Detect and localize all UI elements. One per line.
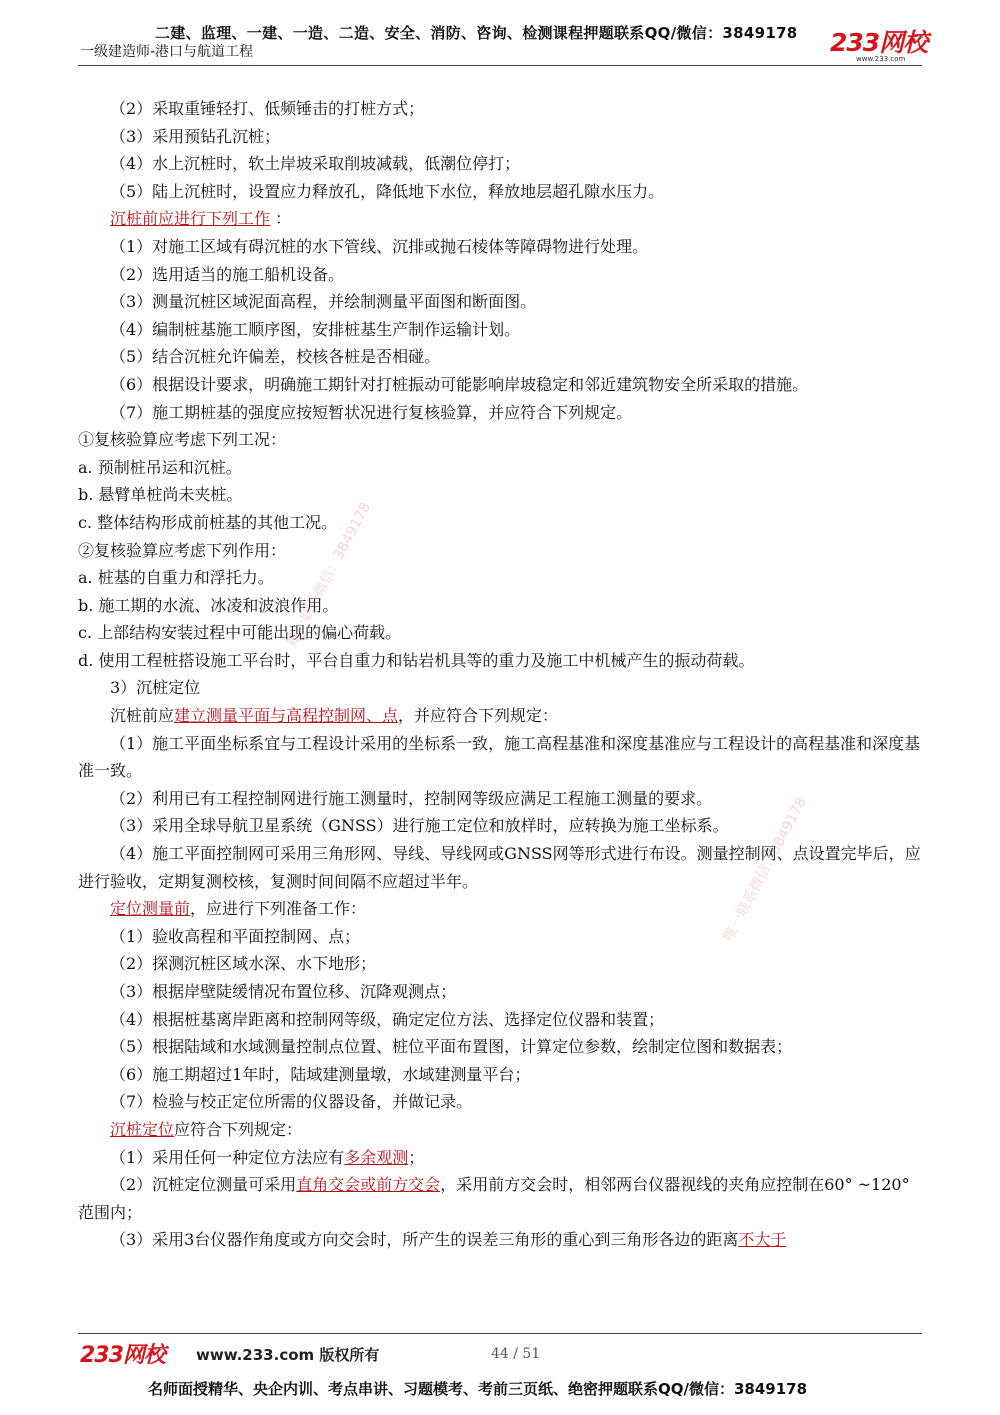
paragraph-line	[78, 1171, 924, 1226]
list-item: b. 悬臂单桩尚未夹桩。	[78, 485, 243, 505]
text-run: 沉桩前应	[110, 706, 175, 726]
watermark: 唯一联系微信：3849178	[720, 794, 811, 944]
list-item: a. 桩基的自重力和浮托力。	[78, 568, 274, 588]
logo-text: 233网校	[830, 28, 928, 57]
section-heading	[78, 205, 924, 233]
paragraph-line: （3）采用预钻孔沉桩；	[110, 126, 281, 146]
page-number: 44 / 51	[491, 1346, 541, 1362]
paragraph-line	[78, 1144, 924, 1172]
highlight-text: 直角交会或前方交会	[296, 1175, 441, 1195]
text-run: ，并应符合下列规定：	[398, 706, 559, 726]
text-run: （1）采用任何一种定位方法应有	[110, 1147, 345, 1167]
list-item: c. 上部结构安装过程中可能出现的偏心荷载。	[78, 623, 402, 643]
paragraph-line: （4）编制桩基施工顺序图，安排桩基生产制作运输计划。	[110, 319, 521, 339]
paragraph-line: （6）施工期超过1年时，陆域建测量墩，水域建测量平台；	[110, 1064, 531, 1084]
paragraph-line: （4）施工平面控制网可采用三角形网、导线、导线网或GNSS网等形式进行布设。测量控制网、点设置完毕后，应进行验收，定期复测校核，复测时间间隔不应超过半年。	[78, 844, 921, 891]
header-advert: 二建、监理、一建、一造、二造、安全、消防、咨询、检测课程押题联系QQ/微信：3849178	[155, 24, 798, 42]
paragraph-line: ①复核验算应考虑下列工况：	[78, 430, 287, 450]
paragraph-line: （2）采取重锤轻打、低频锤击的打桩方式；	[110, 99, 425, 118]
paragraph-line: （2）利用已有工程控制网进行施工测量时，控制网等级应满足工程施工测量的要求。	[110, 788, 713, 808]
paragraph-line: （3）测量沉桩区域泥面高程，并绘制测量平面图和断面图。	[110, 292, 537, 312]
watermark: 唯一联系微信：3849178	[284, 499, 375, 649]
paragraph-line: （5）根据陆域和水域测量控制点位置、桩位平面布置图，计算定位参数，绘制定位图和数据表；	[110, 1037, 793, 1057]
highlight-text: 不大于	[738, 1230, 787, 1250]
document-body	[78, 95, 924, 1254]
paragraph-line: （1）验收高程和平面控制网、点；	[110, 926, 361, 946]
section-heading	[78, 895, 924, 923]
text-run: ，采用前方交会时，相邻两台仪器视线的夹角应控制在60° ~120° 范围内；	[78, 1175, 910, 1222]
paragraph-line: （4）根据桩基离岸距离和控制网等级，确定定位方法、选择定位仪器和装置；	[110, 1009, 665, 1029]
text-run: ；	[408, 1147, 425, 1167]
heading-tail: ：	[270, 209, 292, 229]
heading-tail: 应符合下列规定：	[174, 1119, 303, 1139]
paragraph-line: （5）陆上沉桩时，设置应力释放孔，降低地下水位，释放地层超孔隙水压力。	[110, 181, 665, 201]
highlight-text: 沉桩前应进行下列工作	[110, 209, 271, 229]
paragraph-line: （1）对施工区域有碍沉桩的水下管线、沉排或抛石棱体等障碍物进行处理。	[110, 236, 649, 256]
paragraph-line: （1）施工平面坐标系宜与工程设计采用的坐标系一致，施工高程基准和深度基准应与工程设计的高程基准和深度基准一致。	[78, 733, 921, 781]
list-item: c. 整体结构形成前桩基的其他工况。	[78, 512, 338, 532]
list-item: b. 施工期的水流、冰凌和波浪作用。	[78, 595, 339, 615]
section-heading	[78, 1116, 924, 1144]
document-subtitle: 一级建造师-港口与航道工程	[80, 44, 254, 60]
paragraph-line: （3）根据岸壁陡缓情况布置位移、沉降观测点；	[110, 982, 457, 1001]
logo-url: www.233.com	[856, 55, 906, 63]
paragraph-line: （4）水上沉桩时，软土岸坡采取削坡减载，低潮位停打；	[110, 154, 521, 174]
highlight-text: 定位测量前	[110, 899, 191, 919]
list-item: a. 预制桩吊运和沉桩。	[78, 457, 242, 477]
paragraph-line: （3）采用全球导航卫星系统（GNSS）进行施工定位和放样时，应转换为施工坐标系。	[110, 816, 729, 836]
paragraph-line: （7）检验与校正定位所需的仪器设备，并做记录。	[110, 1092, 473, 1112]
heading-tail: ，应进行下列准备工作：	[190, 899, 367, 919]
paragraph-line: （6）根据设计要求，明确施工期针对打桩振动可能影响岸坡稳定和邻近建筑物安全所采取的措施。	[110, 374, 809, 394]
paragraph-line: （2）探测沉桩区域水深、水下地形；	[110, 954, 377, 974]
text-run: （3）采用3台仪器作角度或方向交会时，所产生的误差三角形的重心到三角形各边的距离	[110, 1230, 739, 1250]
text-run: （2）沉桩定位测量可采用	[110, 1175, 297, 1195]
footer-advert: 名师面授精华、央企内训、考点串讲、习题模考、考前三页纸、绝密押题联系QQ/微信：3849178	[148, 1380, 808, 1398]
highlight-text: 多余观测	[344, 1147, 409, 1167]
paragraph-line: （2）选用适当的施工船机设备。	[110, 264, 345, 284]
highlight-text: 沉桩定位	[110, 1119, 175, 1139]
paragraph-line: （5）结合沉桩允许偏差，校核各桩是否相碰。	[110, 347, 441, 367]
brand-logo	[830, 30, 930, 64]
highlight-text: 建立测量平面与高程控制网、点	[174, 706, 399, 726]
footer-divider	[78, 1333, 922, 1334]
footer-copyright: www.233.com 版权所有	[196, 1346, 380, 1364]
paragraph-line: （7）施工期桩基的强度应按短暂状况进行复核验算，并应符合下列规定。	[110, 402, 633, 422]
paragraph-line	[78, 1226, 924, 1254]
header-divider	[78, 65, 922, 66]
paragraph-line	[78, 702, 924, 730]
subsection-title: 3）沉桩定位	[110, 678, 201, 698]
list-item: d. 使用工程桩搭设施工平台时，平台自重力和钻岩机具等的重力及施工中机械产生的振动荷载。	[78, 650, 755, 670]
footer-logo: 233网校	[80, 1343, 165, 1368]
paragraph-line: ②复核验算应考虑下列作用：	[78, 540, 287, 560]
